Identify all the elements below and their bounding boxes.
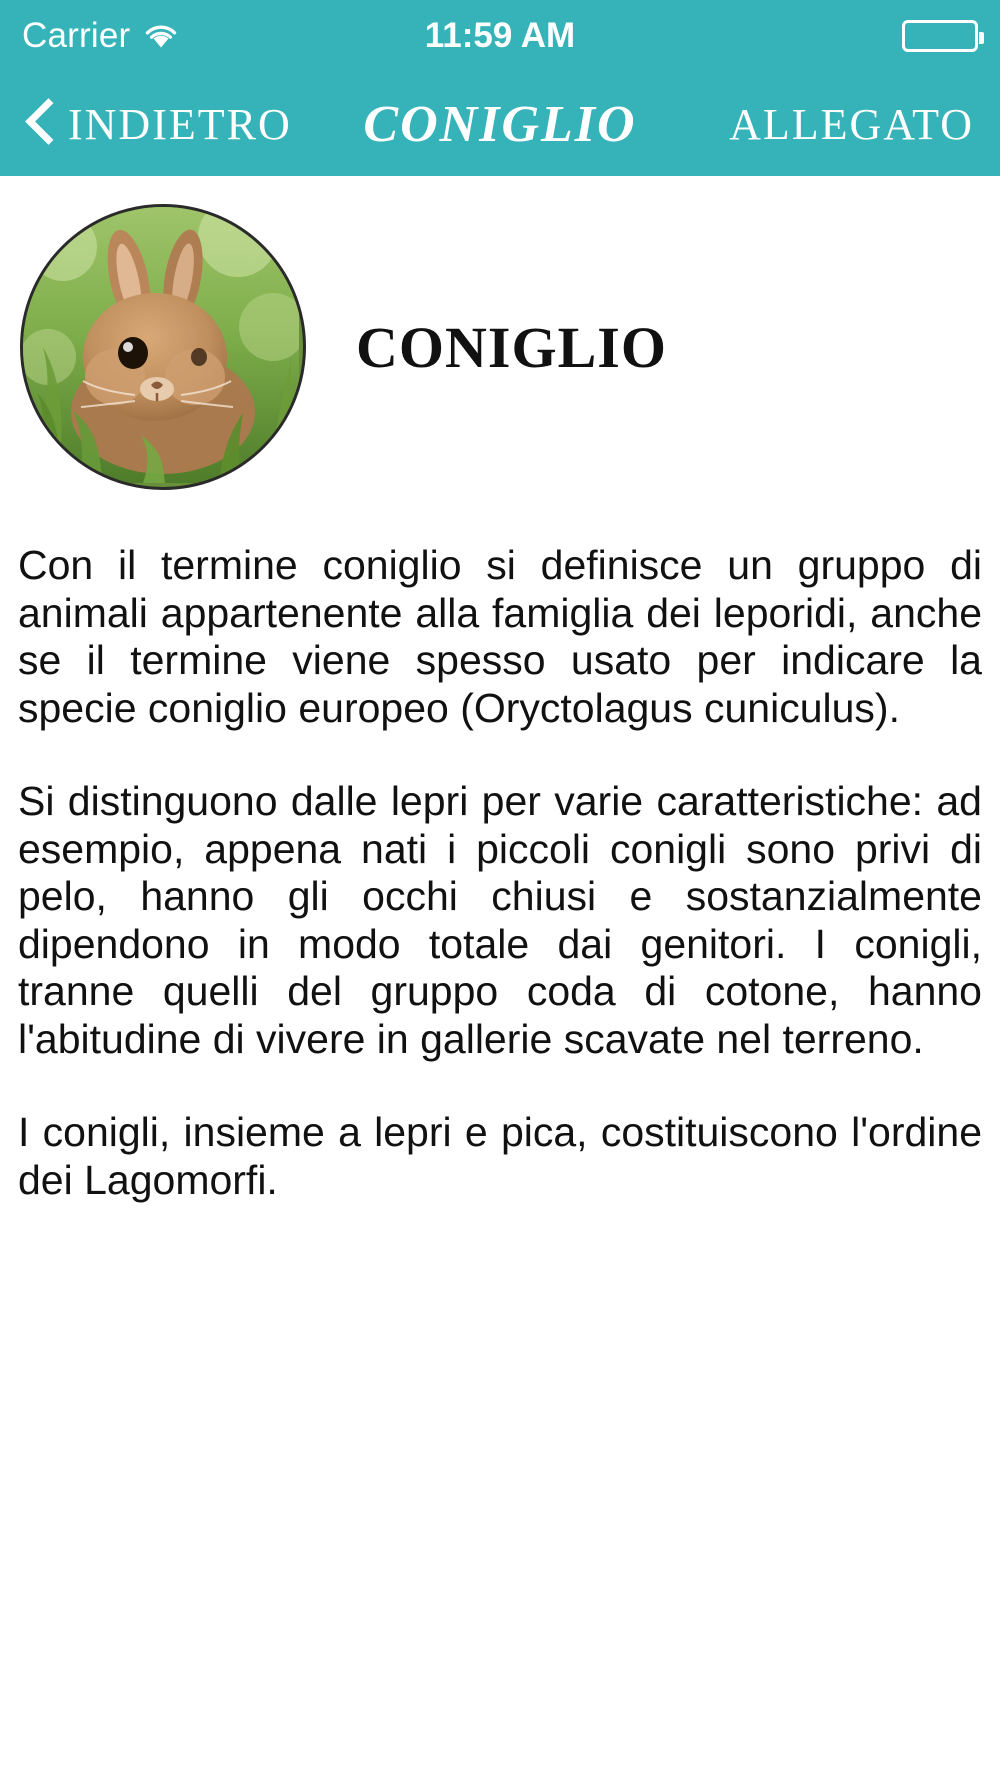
article-body [16, 542, 984, 1205]
hero-section [16, 176, 984, 498]
wifi-icon [144, 23, 178, 49]
chevron-left-icon [26, 101, 52, 147]
animal-avatar[interactable] [20, 204, 306, 490]
status-bar-clock: 11:59 AM [424, 16, 576, 55]
article-paragraph: Con il termine coniglio si definisce un gruppo di animali appartenente alla famiglia dei leporidi, anche se il termine viene spesso usato per indicare la specie coniglio europeo (Oryctolagus cuniculus). [18, 542, 982, 731]
hero-title: CONIGLIO [356, 314, 667, 380]
back-button-label: INDIETRO [68, 99, 292, 149]
attachment-button[interactable]: ALLEGATO [729, 99, 974, 149]
content-area [0, 176, 1000, 1778]
status-bar-right [902, 20, 978, 52]
article-paragraph: Si distinguono dalle lepri per varie caratteristiche: ad esempio, appena nati i piccoli conigli sono privi di pelo, hanno gli occhi chiusi e sostanzialmente dipendono in modo totale dai genitori. I conigli, tranne quelli del gruppo coda di cotone, hanno l'abitudine di vivere in gallerie scavate nel terreno. [18, 778, 982, 1062]
status-bar [0, 0, 1000, 72]
back-button[interactable] [26, 99, 292, 150]
page-title: CONIGLIO [363, 95, 637, 153]
navigation-bar [0, 72, 1000, 176]
carrier-label: Carrier [22, 16, 131, 55]
rabbit-photo [23, 207, 299, 483]
status-bar-left [22, 16, 178, 56]
article-paragraph: I conigli, insieme a lepri e pica, costituiscono l'ordine dei Lagomorfi. [18, 1109, 982, 1204]
battery-icon [902, 20, 978, 52]
